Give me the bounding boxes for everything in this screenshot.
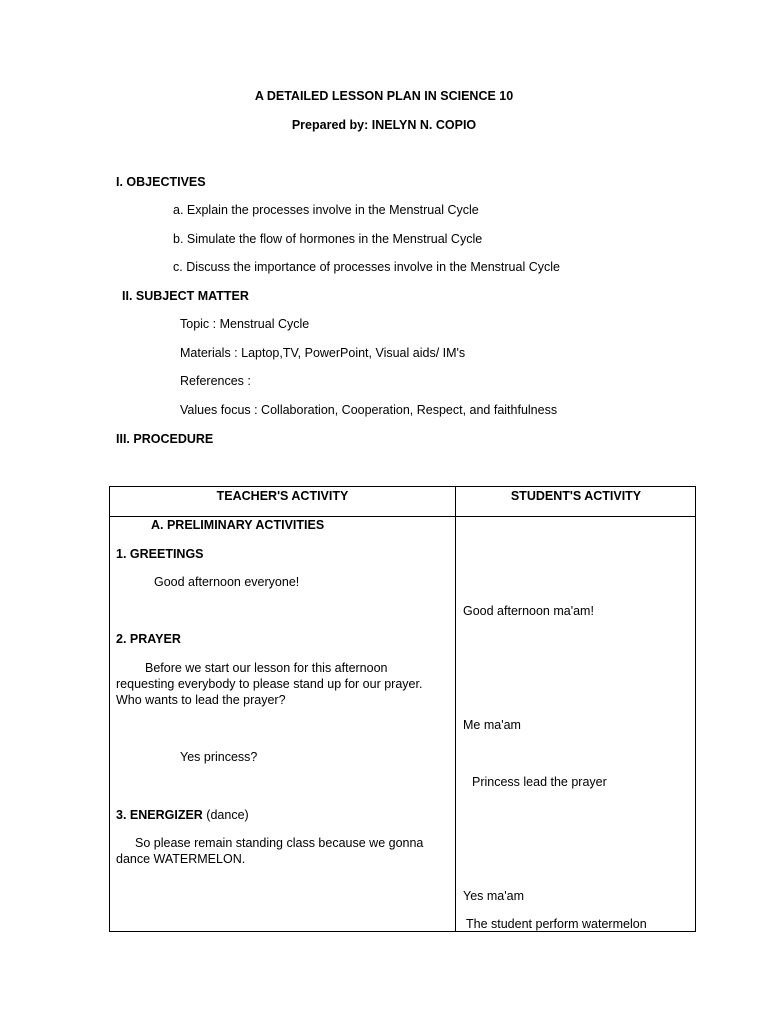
prepared-by: Prepared by: INELYN N. COPIO — [291, 118, 477, 132]
subject-matter-heading: II. SUBJECT MATTER — [122, 289, 249, 303]
document-title: A DETAILED LESSON PLAN IN SCIENCE 10 — [254, 89, 514, 103]
student-prayer-volunteer: Me ma'am — [463, 718, 521, 732]
objective-item: b. Simulate the flow of hormones in the Menstrual Cycle — [173, 232, 483, 246]
student-energizer-perform: The student perform watermelon — [466, 917, 647, 931]
student-energizer-reply: Yes ma'am — [463, 889, 524, 903]
teacher-greeting: Good afternoon everyone! — [154, 575, 300, 589]
objectives-heading: I. OBJECTIVES — [116, 175, 206, 189]
subject-values-focus: Values focus : Collaboration, Cooperation, Respect, and faithfulness — [180, 403, 558, 417]
student-activity-header: STUDENT'S ACTIVITY — [510, 489, 642, 503]
teacher-prayer-request: Before we start our lesson for this afternoon requesting everybody to please stand up for our prayer. Who wants to lead the prayer? — [116, 661, 423, 707]
teacher-prayer-response: Yes princess? — [180, 750, 258, 764]
teacher-activity-header: TEACHER'S ACTIVITY — [216, 489, 349, 503]
preliminary-activities-heading: A. PRELIMINARY ACTIVITIES — [151, 518, 325, 532]
subject-materials: Materials : Laptop,TV, PowerPoint, Visual aids/ IM's — [180, 346, 466, 360]
column-divider — [455, 487, 456, 931]
energizer-heading-line — [116, 807, 249, 823]
greetings-heading: 1. GREETINGS — [116, 547, 204, 561]
prayer-heading: 2. PRAYER — [116, 632, 181, 646]
activity-table — [109, 486, 696, 932]
energizer-note: (dance) — [202, 808, 249, 822]
objective-item: c. Discuss the importance of processes involve in the Menstrual Cycle — [173, 260, 560, 274]
student-greeting: Good afternoon ma'am! — [463, 604, 594, 618]
procedure-heading: III. PROCEDURE — [116, 432, 214, 446]
subject-references: References : — [180, 374, 251, 388]
student-prayer-lead: Princess lead the prayer — [472, 775, 607, 789]
objective-item: a. Explain the processes involve in the Menstrual Cycle — [173, 203, 479, 217]
energizer-heading: 3. ENERGIZER — [116, 808, 203, 822]
subject-topic: Topic : Menstrual Cycle — [180, 317, 310, 331]
teacher-energizer-instruction: So please remain standing class because we gonna dance WATERMELON. — [116, 836, 424, 866]
